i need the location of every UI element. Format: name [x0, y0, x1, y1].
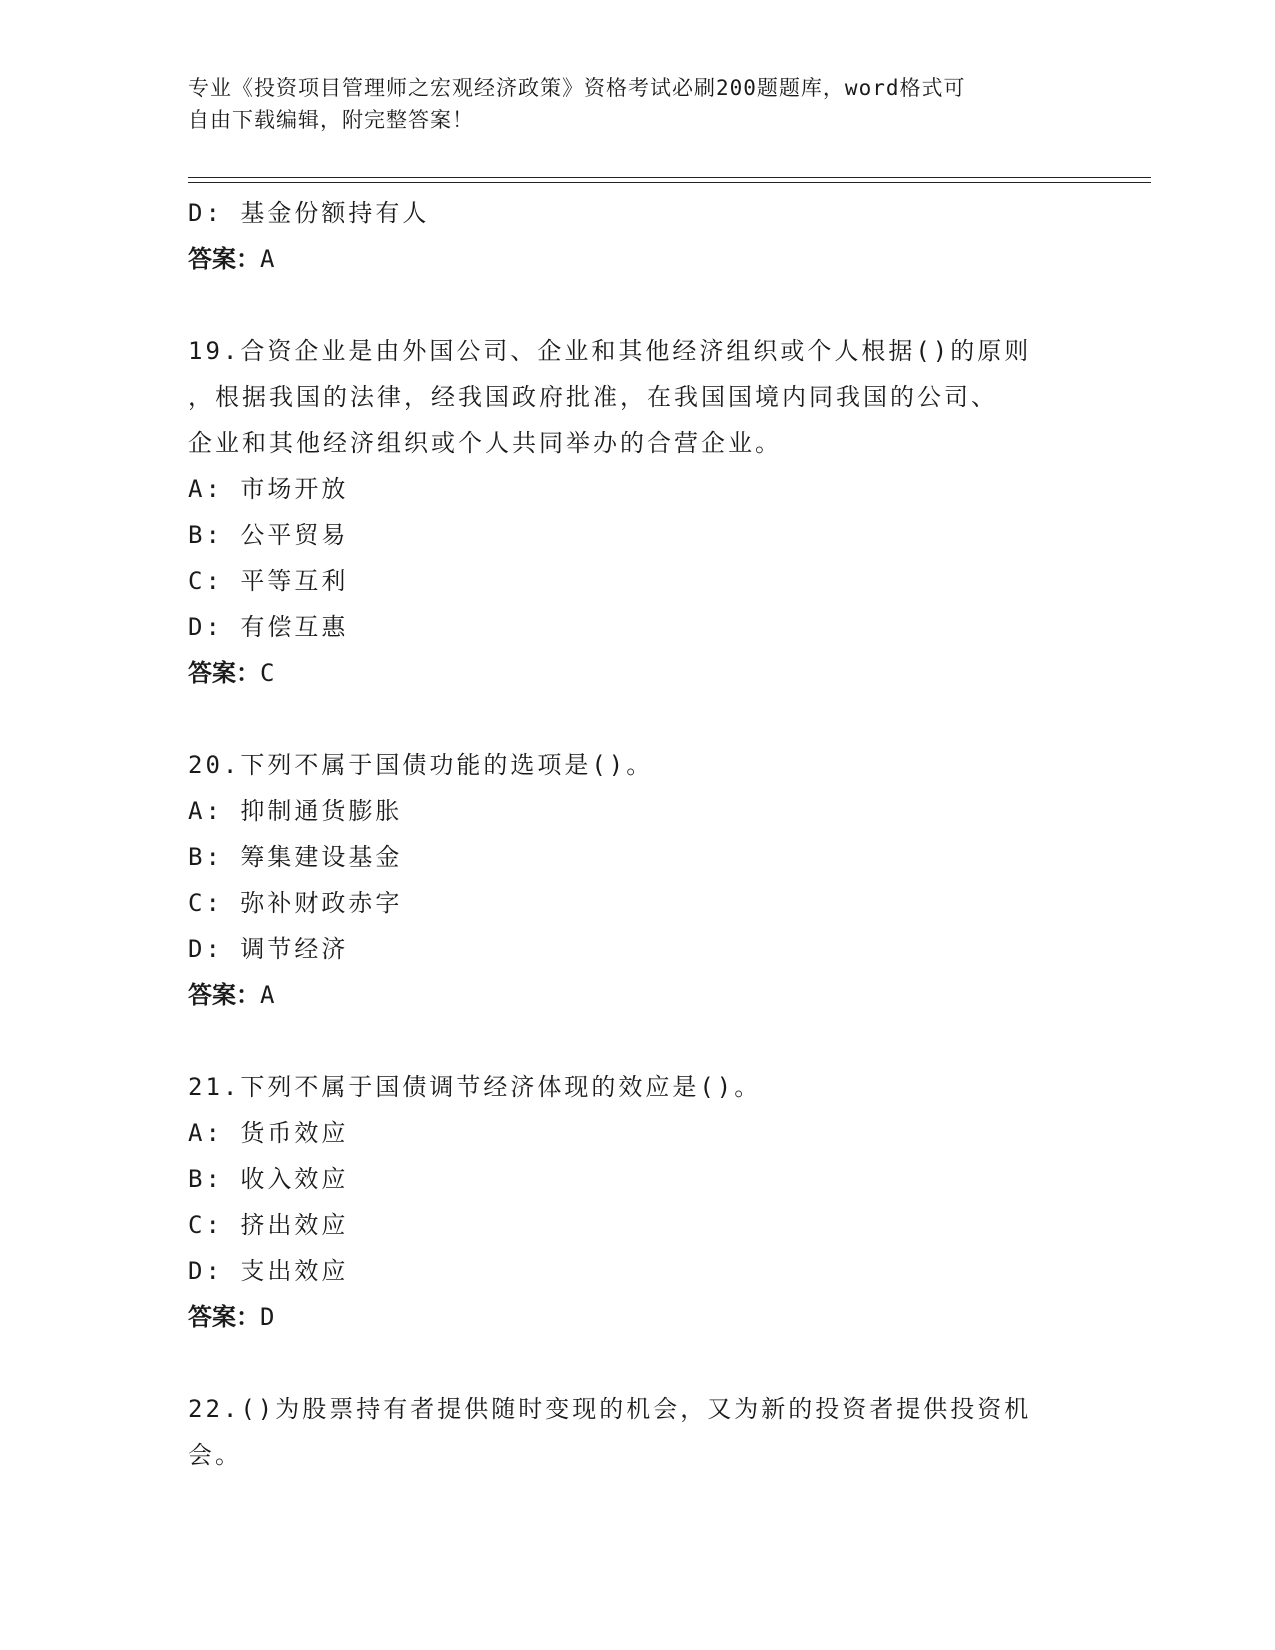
question-text-line: 20.下列不属于国债功能的选项是()。 — [188, 751, 654, 779]
spacer — [188, 1340, 1088, 1386]
answer-line — [188, 236, 1088, 282]
answer-line — [188, 650, 1088, 696]
question-content — [188, 190, 1088, 1478]
header-rule-bottom — [188, 182, 1151, 183]
answer-line — [188, 972, 1088, 1018]
question-19 — [188, 328, 1088, 696]
answer-label: 答案： — [188, 1303, 260, 1331]
option-a: A: 市场开放 — [188, 475, 349, 503]
option-d: D: 基金份额持有人 — [188, 199, 430, 227]
answer-value: A — [260, 245, 277, 273]
document-header — [188, 72, 1068, 136]
question-20 — [188, 742, 1088, 1018]
question-text-line: 会。 — [188, 1441, 242, 1469]
question-22 — [188, 1386, 1088, 1478]
answer-value: D — [260, 1303, 277, 1331]
answer-line — [188, 1294, 1088, 1340]
option-b: B: 收入效应 — [188, 1165, 349, 1193]
option-a: A: 抑制通货膨胀 — [188, 797, 403, 825]
option-d: D: 有偿互惠 — [188, 613, 349, 641]
question-text-line: 19.合资企业是由外国公司、企业和其他经济组织或个人根据()的原则 — [188, 337, 1032, 365]
answer-label: 答案： — [188, 659, 260, 687]
answer-label: 答案： — [188, 981, 260, 1009]
question-text-line: 企业和其他经济组织或个人共同举办的合营企业。 — [188, 429, 782, 457]
header-rule-top — [188, 177, 1151, 178]
option-d: D: 支出效应 — [188, 1257, 349, 1285]
question-text-line: 22.()为股票持有者提供随时变现的机会，又为新的投资者提供投资机 — [188, 1395, 1032, 1423]
spacer — [188, 696, 1088, 742]
header-line-2: 自由下载编辑，附完整答案！ — [188, 108, 474, 132]
option-c: C: 弥补财政赤字 — [188, 889, 403, 917]
answer-value: A — [260, 981, 277, 1009]
answer-value: C — [260, 659, 277, 687]
option-d: D: 调节经济 — [188, 935, 349, 963]
question-text-line: 21.下列不属于国债调节经济体现的效应是()。 — [188, 1073, 762, 1101]
answer-label: 答案： — [188, 245, 260, 273]
question-21 — [188, 1064, 1088, 1340]
option-c: C: 平等互利 — [188, 567, 349, 595]
header-line-1: 专业《投资项目管理师之宏观经济政策》资格考试必刷200题题库，word格式可 — [188, 76, 966, 100]
spacer — [188, 282, 1088, 328]
spacer — [188, 1018, 1088, 1064]
option-b: B: 公平贸易 — [188, 521, 349, 549]
option-a: A: 货币效应 — [188, 1119, 349, 1147]
question-text-line: ，根据我国的法律，经我国政府批准，在我国国境内同我国的公司、 — [188, 383, 998, 411]
option-b: B: 筹集建设基金 — [188, 843, 403, 871]
option-c: C: 挤出效应 — [188, 1211, 349, 1239]
